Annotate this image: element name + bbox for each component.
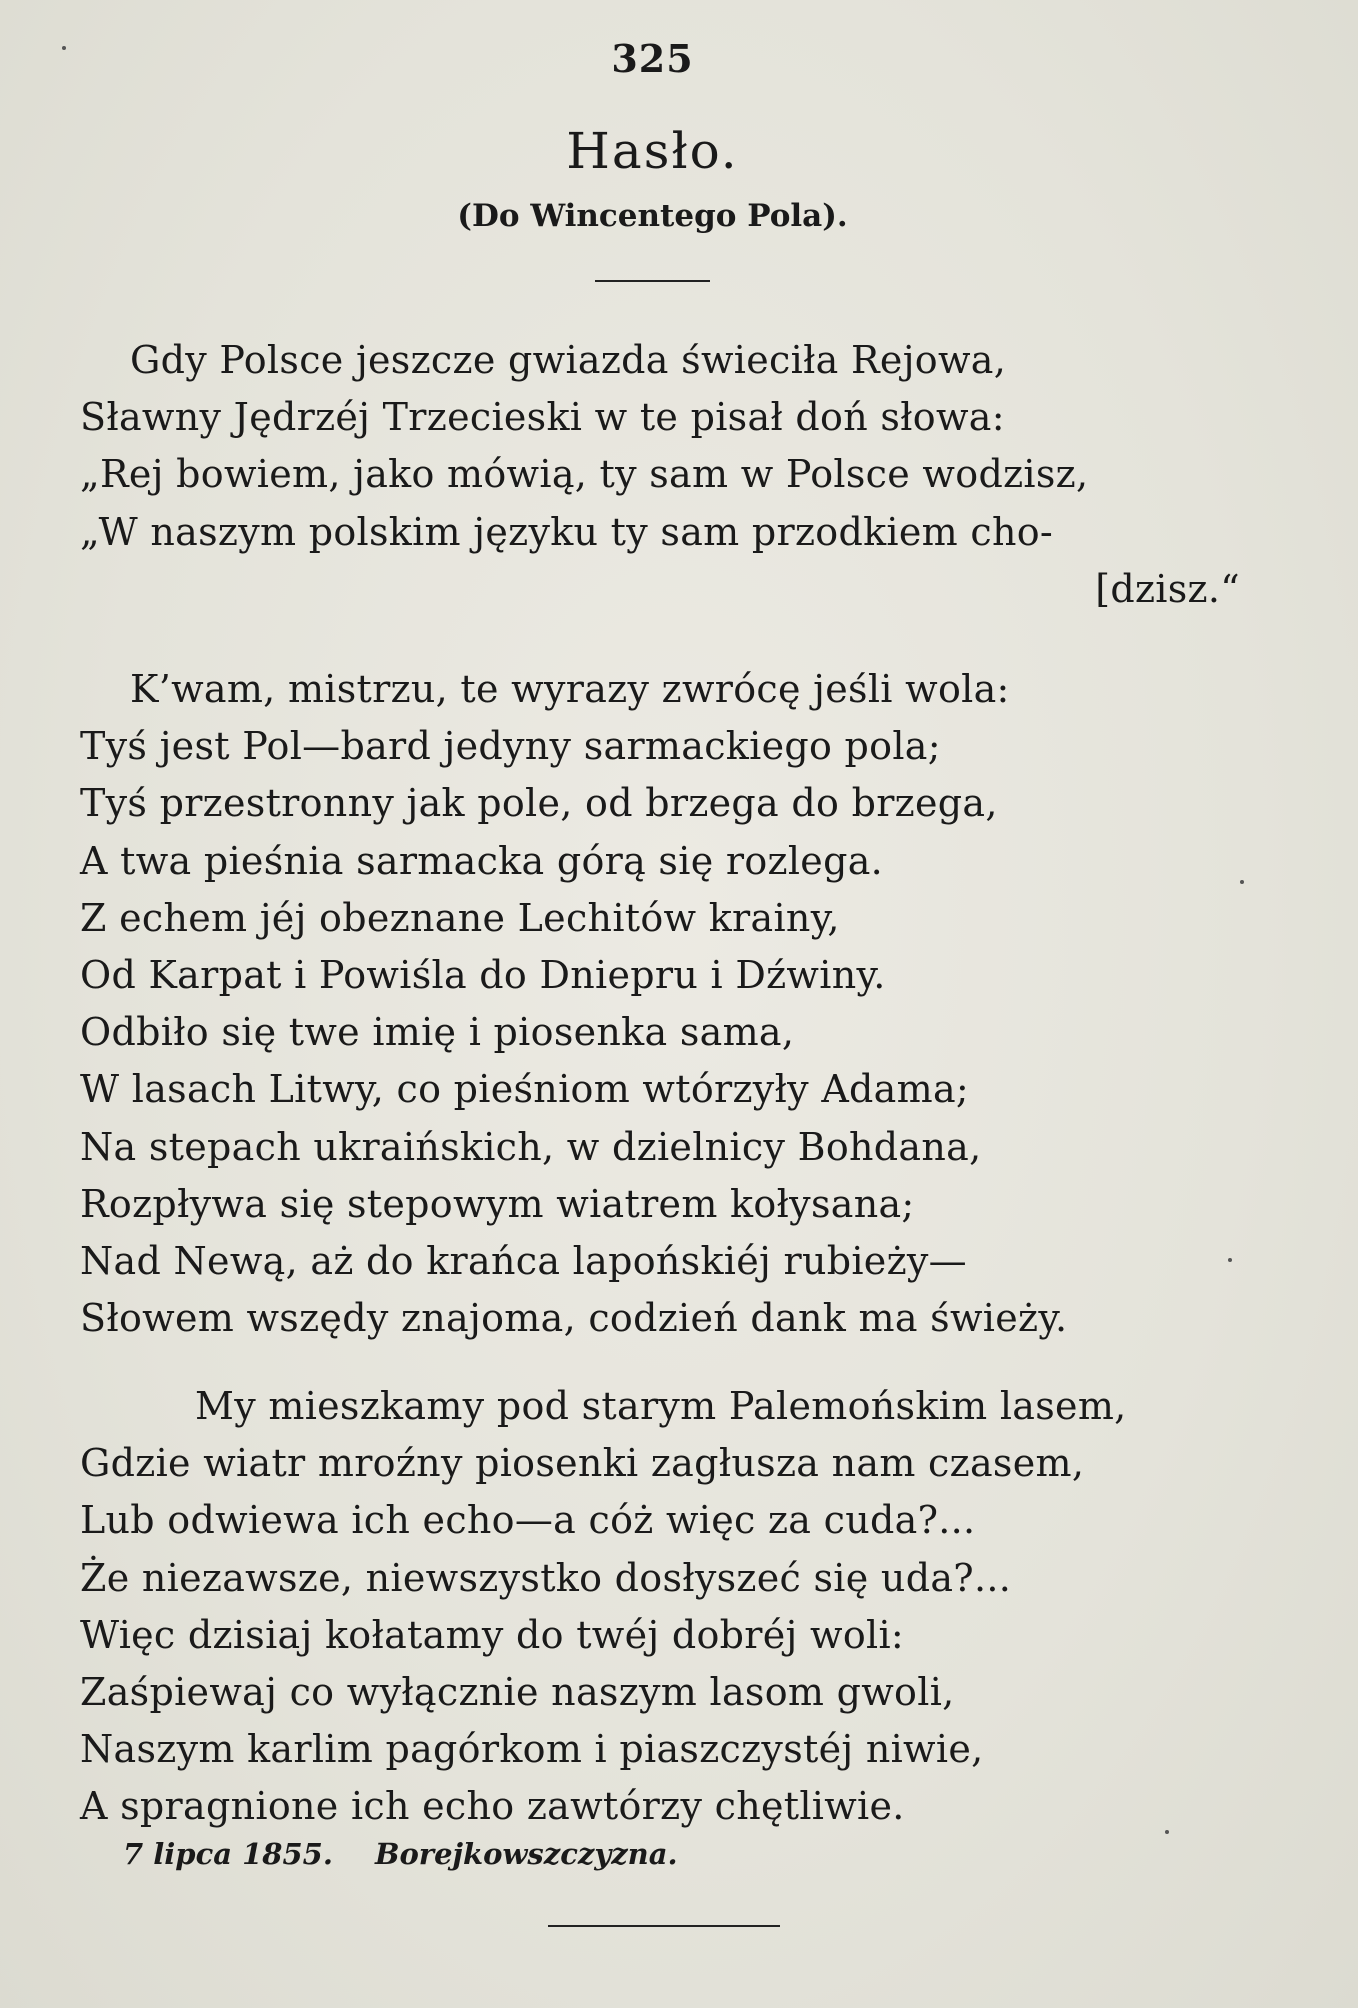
poem-dedication: (Do Wincentego Pola).: [457, 198, 848, 234]
poem-line: Nad Newą, aż do krańca lapońskiéj rubieży—: [80, 1238, 967, 1283]
poem-line: Gdy Polsce jeszcze gwiazda świeciła Rejowa,: [130, 338, 1007, 382]
poem-dateline: [123, 1837, 678, 1871]
poem-line: Tyś przestronny jak pole, od brzega do brzega,: [80, 781, 998, 826]
poem-line: „W naszym polskim języku ty sam przodkiem cho-: [80, 509, 1054, 554]
poem-line: A twa pieśnia sarmacka górą się rozlega.: [80, 838, 884, 883]
poem-line: Słowem wszędy znajoma, codzień dank ma świeży.: [80, 1296, 1068, 1341]
end-divider: [548, 1925, 780, 1927]
poem-line: Więc dzisiaj kołatamy do twéj dobréj woli:: [80, 1612, 905, 1657]
poem-line: Tyś jest Pol—bard jedyny sarmackiego pola;: [80, 724, 941, 769]
poem-line-continuation: [dzisz.“: [1095, 566, 1240, 611]
poem-line: K’wam, mistrzu, te wyrazy zwrócę jeśli wola:: [130, 667, 1010, 711]
poem-line: Zaśpiewaj co wyłącznie naszym lasom gwoli,: [80, 1669, 955, 1714]
poem-line: Rozpływa się stepowym wiatrem kołysana;: [80, 1181, 915, 1226]
poem-line: W lasach Litwy, co pieśniom wtórzyły Adama;: [80, 1067, 970, 1112]
paper-speck: [1228, 1258, 1232, 1262]
poem-line: Sławny Jędrzéj Trzecieski w te pisał doń słowa:: [80, 395, 1005, 440]
poem-line: Gdzie wiatr mroźny piosenki zagłusza nam czasem,: [80, 1441, 1085, 1486]
stanza-1: [80, 332, 1240, 618]
poem-title: Hasło.: [566, 122, 739, 180]
poem-line: Lub odwiewa ich echo—a cóż więc za cuda?...: [80, 1498, 976, 1543]
poem-line: Od Karpat i Powiśla do Dniepru i Dźwiny.: [80, 952, 886, 997]
poem-line: „Rej bowiem, jako mówią, ty sam w Polsce wodzisz,: [80, 452, 1089, 497]
poem-place: Borejkowszczyzna.: [374, 1837, 678, 1871]
poem-line: Że niezawsze, niewszystko dosłyszeć się uda?...: [80, 1555, 1012, 1600]
page-number: 325: [611, 36, 694, 81]
title-divider: [595, 280, 710, 282]
poem-line: Odbiło się twe imię i piosenka sama,: [80, 1010, 795, 1055]
poem-line: A spragnione ich echo zawtórzy chętliwie.: [80, 1784, 905, 1829]
poem-line: My mieszkamy pod starym Palemońskim lasem,: [195, 1384, 1127, 1428]
poem-line: Z echem jéj obeznane Lechitów krainy,: [80, 895, 840, 940]
poem-line: Naszym karlim pagórkom i piaszczystéj niwie,: [80, 1727, 984, 1772]
paper-speck: [1165, 1830, 1169, 1834]
paper-speck: [1240, 880, 1244, 884]
poem-date: 7 lipca 1855.: [123, 1837, 333, 1871]
stanza-2: [80, 661, 1240, 1347]
paper-speck: [62, 46, 66, 50]
poem-line: Na stepach ukraińskich, w dzielnicy Bohdana,: [80, 1124, 982, 1169]
stanza-3: [80, 1378, 1240, 1836]
